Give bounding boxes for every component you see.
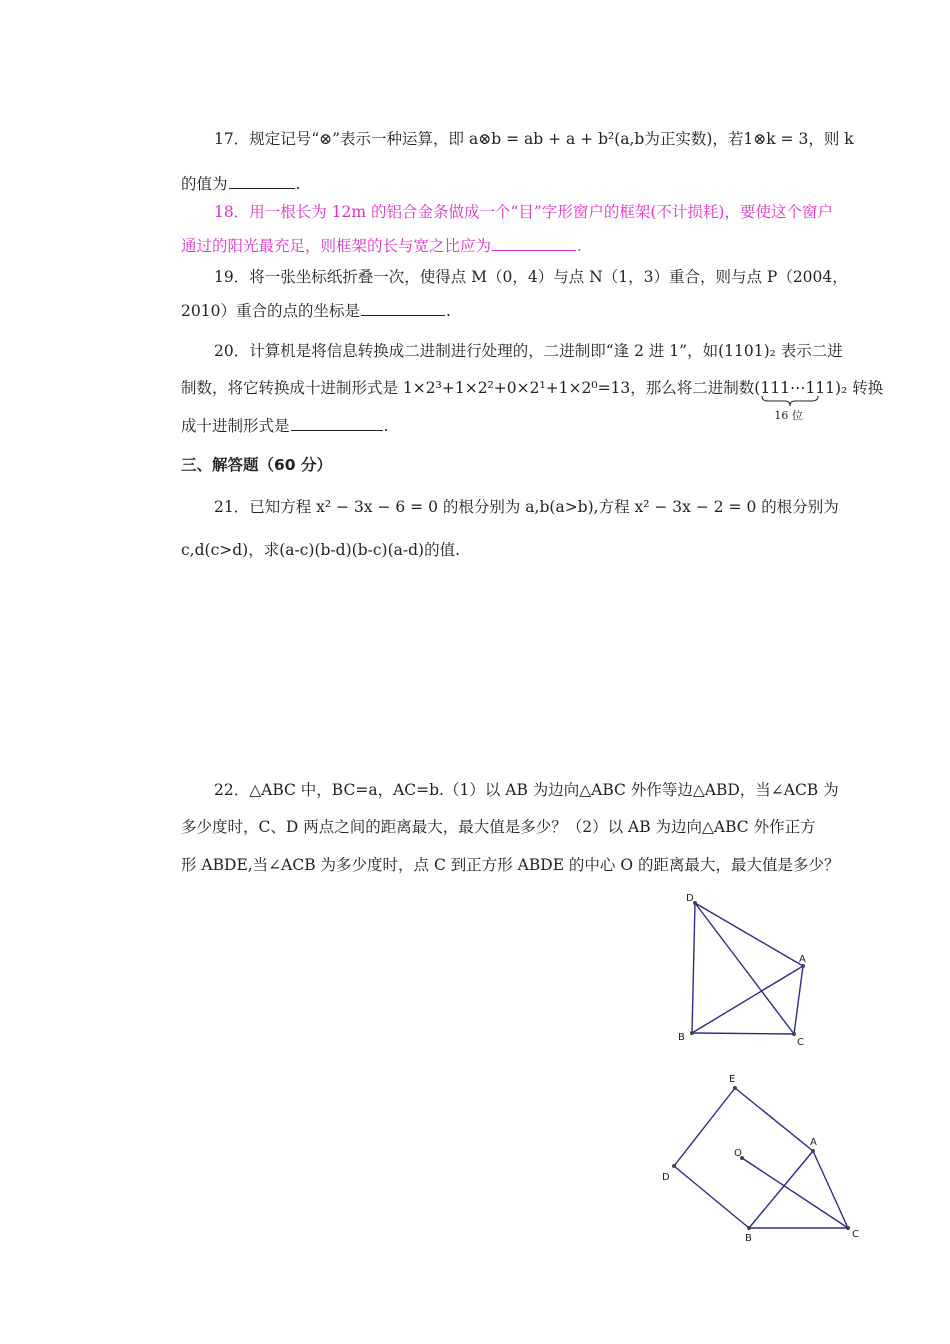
q21-line1: 21．已知方程 x² − 3x − 6 = 0 的根分别为 a,b(a>b),方程 x² − 3x − 2 = 0 的根分别为 (214, 498, 839, 516)
fig1-label-c: C (797, 1037, 804, 1048)
fig2-label-a: A (810, 1137, 817, 1148)
q18-suffix: . (577, 237, 582, 255)
fig2-label-o: O (734, 1148, 742, 1159)
fig1-label-b: B (678, 1032, 685, 1043)
figure-square-abde (655, 1070, 870, 1250)
q22-line2: 多少度时，C、D 两点之间的距离最大，最大值是多少？（2）以 AB 为边向△ABC 外作正方 (181, 818, 816, 836)
q22-line3: 形 ABDE,当∠ACB 为多少度时，点 C 到正方形 ABDE 的中心 O 的距离最大，最大值是多少？ (181, 856, 840, 874)
q18-line2 (181, 234, 861, 257)
q20-brace-label: 16 位 (774, 409, 803, 422)
q20-digits: 111⋯111 (760, 379, 836, 397)
q20-line3-suffix: . (383, 417, 389, 435)
q20-suffix: )₂ 转换 (835, 379, 884, 397)
q20-line1: 20．计算机是将信息转换成二进制进行处理的，二进制即“逢 2 进 1”，如(1101)₂ 表示二进 (214, 342, 843, 360)
fig1-label-d: D (686, 893, 694, 904)
figure-triangle-abd (670, 888, 820, 1053)
q19-line2 (181, 299, 861, 322)
q20-answer-blank (291, 414, 383, 431)
q17-prefix: 的值为 (181, 175, 228, 193)
q20-binary-digits (760, 377, 836, 422)
q19-line1: 19．将一张坐标纸折叠一次，使得点 M（0，4）与点 N（1，3）重合，则与点 P（2004， (214, 268, 848, 286)
q20-prefix: 制数，将它转换成十进制形式是 1×2³+1×2²+0×2¹+1×2⁰=13，那么将二进制数( (181, 379, 761, 397)
fig2-label-d: D (662, 1172, 670, 1183)
q18-answer-blank (492, 234, 576, 251)
q18-line1: 18．用一根长为 12m 的铝合金条做成一个“目”字形窗户的框架(不计损耗)，要使这个窗户 (214, 203, 833, 221)
q22-line1: 22．△ABC 中，BC=a，AC=b.（1）以 AB 为边向△ABC 外作等边△ABD，当∠ACB 为 (214, 781, 839, 799)
section-heading: 三、解答题（60 分） (181, 456, 332, 474)
q17-line2 (181, 172, 861, 195)
q20-line3-prefix: 成十进制形式是 (181, 417, 290, 435)
q17-suffix: . (295, 175, 301, 193)
fig1-label-a: A (799, 954, 806, 965)
q20-line2 (181, 377, 884, 422)
q17-answer-blank (229, 172, 295, 189)
q20-line3 (181, 414, 861, 437)
q21-line2: c,d(c>d)，求(a-c)(b-d)(b-c)(a-d)的值. (181, 541, 461, 559)
q19-answer-blank (361, 299, 445, 316)
q17-line1: 17．规定记号“⊗”表示一种运算，即 a⊗b = ab + a + b²(a,b为正实数)，若1⊗k = 3，则 k (214, 130, 854, 148)
q19-suffix: . (445, 302, 451, 320)
q18-prefix: 通过的阳光最充足，则框架的长与宽之比应为 (181, 237, 492, 255)
fig2-label-c: C (852, 1229, 859, 1240)
fig2-label-e: E (729, 1074, 736, 1085)
fig2-label-b: B (745, 1233, 752, 1244)
q19-prefix: 2010）重合的点的坐标是 (181, 302, 360, 320)
